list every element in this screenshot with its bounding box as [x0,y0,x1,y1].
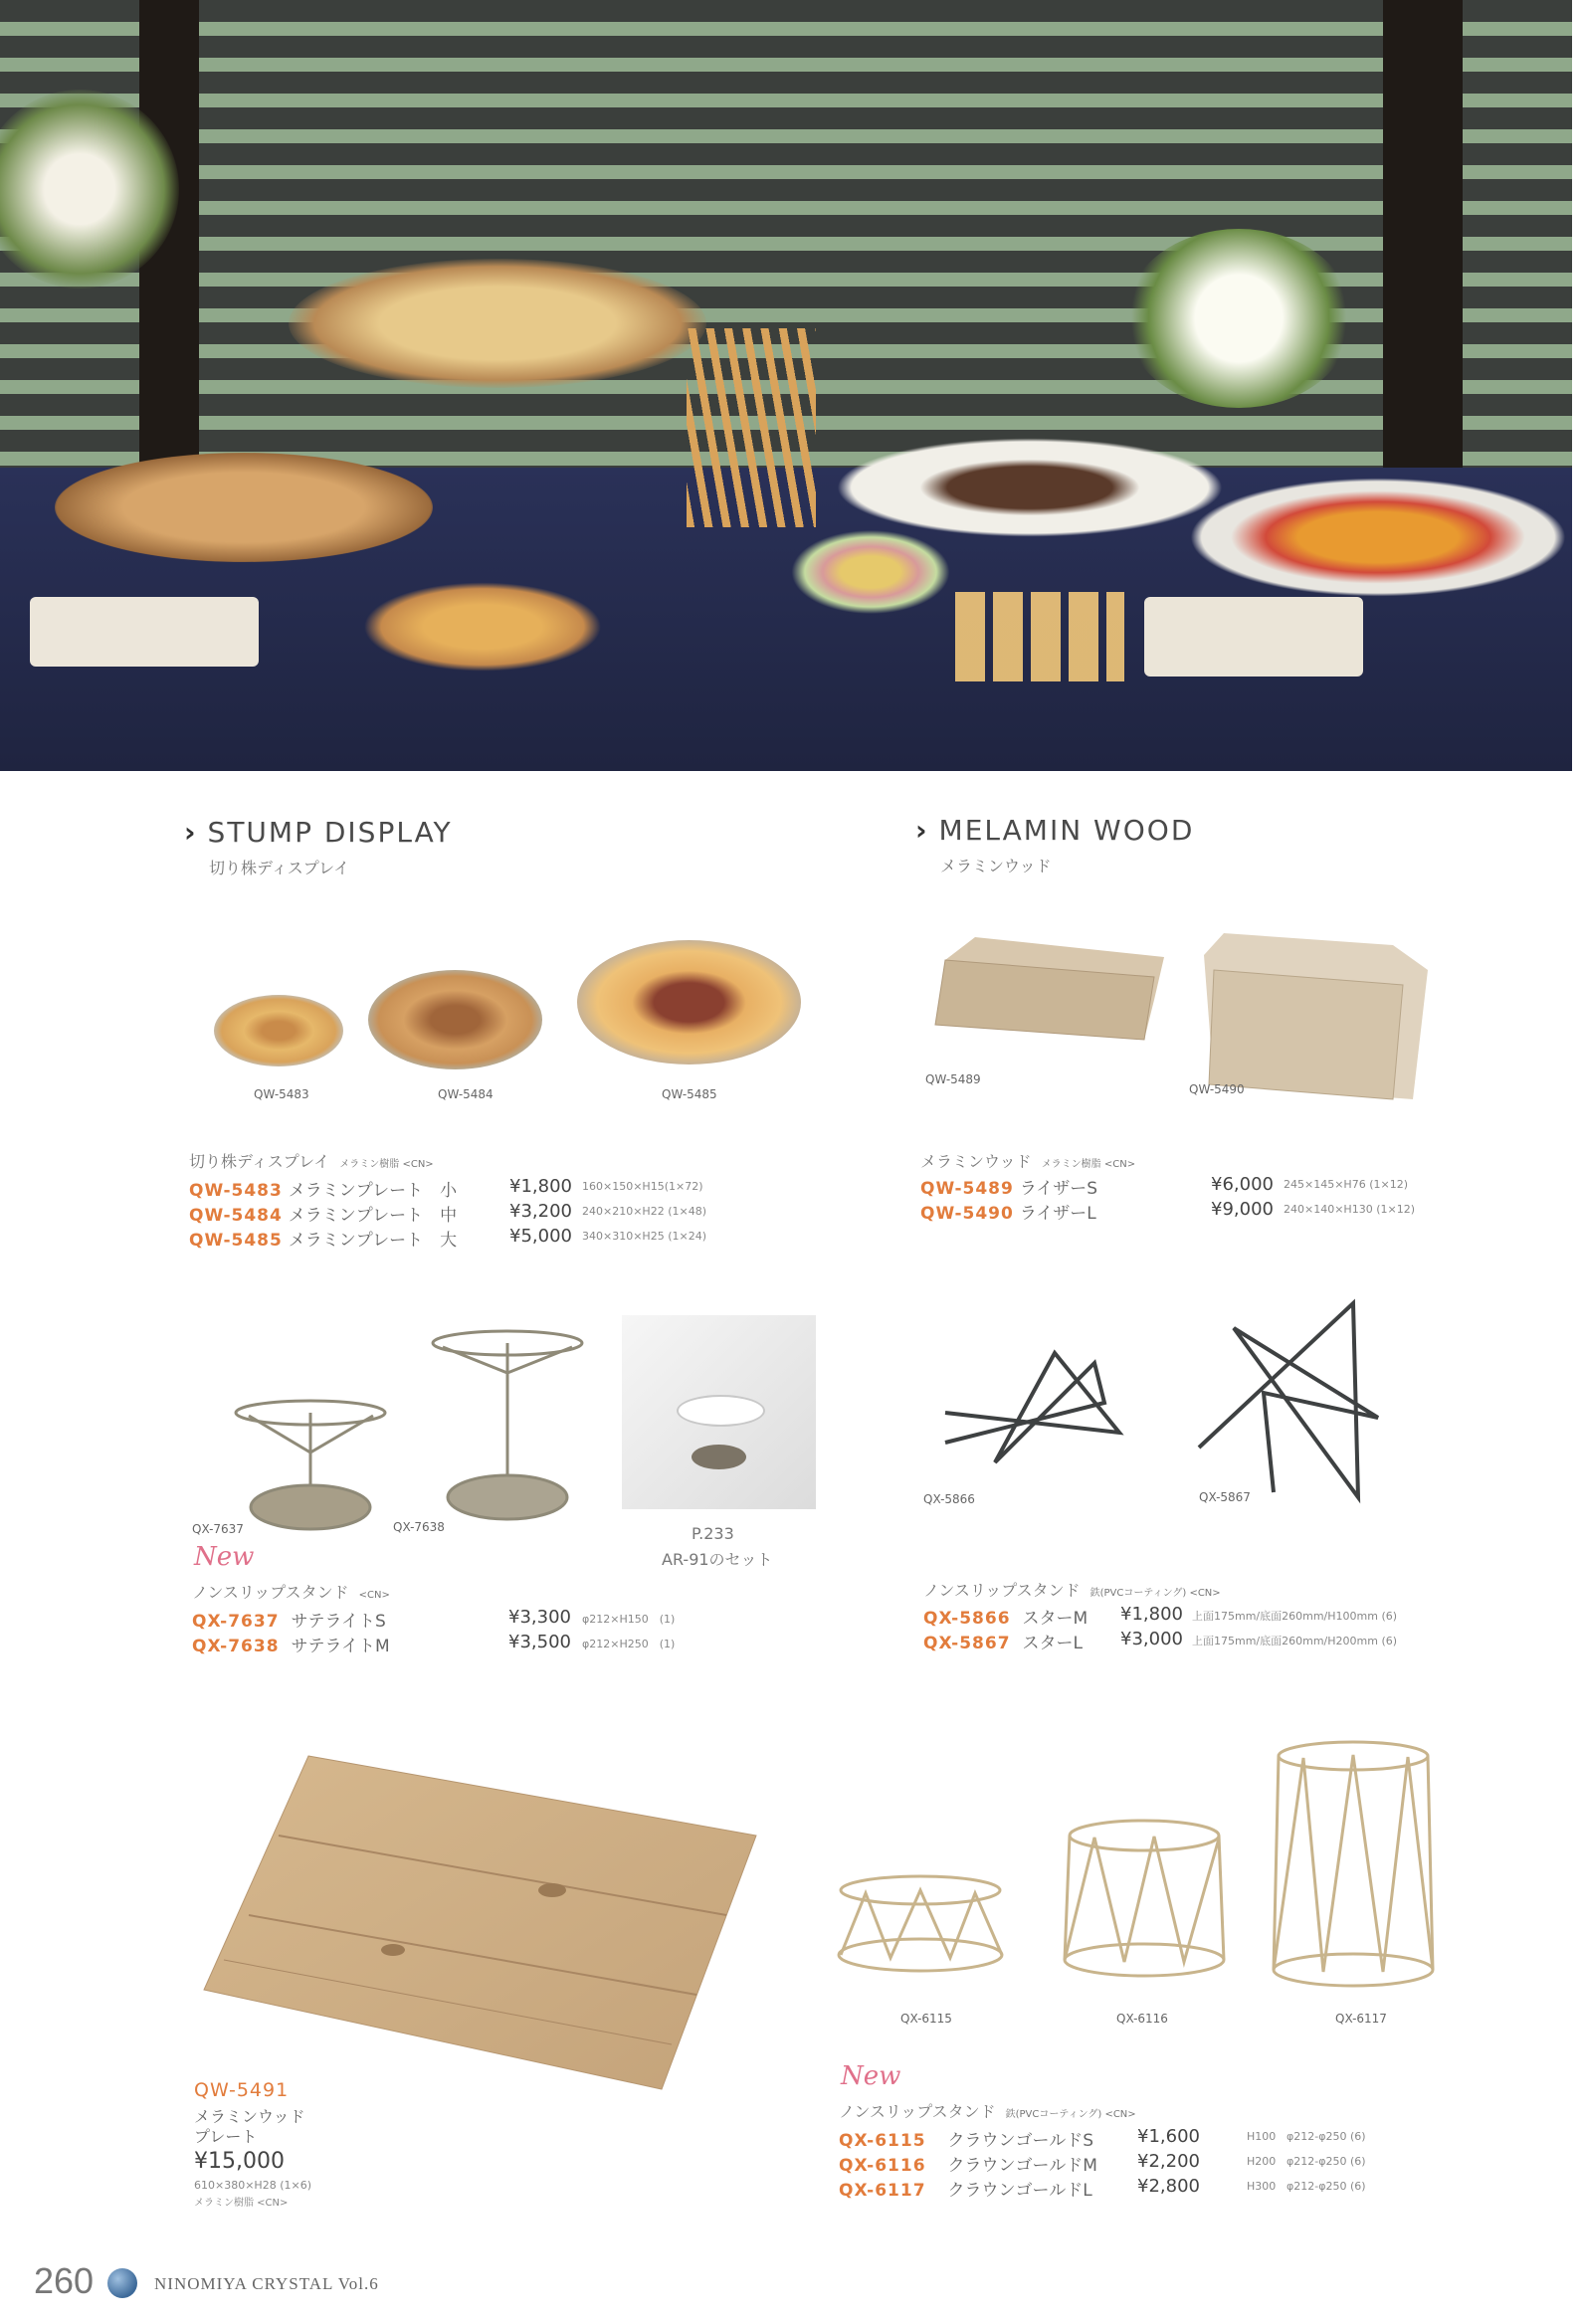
hero-photo [0,0,1572,771]
satellite-m [433,1331,582,1519]
product-label: QW-5490 [1189,1082,1245,1096]
price-row: QX-5866 スターM ¥1,800 上面175mm/底面260mm/H100mm (6) [923,1604,1398,1629]
bread-board [55,453,433,562]
price-row: QX-7637 サテライトS ¥3,300 φ212×H150 (1) [192,1607,676,1632]
crown-stand-images [826,1731,1463,2000]
reference-base [692,1445,746,1469]
product-label: QX-7637 [192,1522,244,1536]
product-label: QX-6117 [1335,2012,1387,2026]
verrines [955,592,1124,681]
product-label: QW-5484 [438,1087,494,1101]
square-plates-right [1144,597,1363,677]
satellite-category: ノンスリップスタンド <CN> [192,1583,390,1602]
plate-code: QW-5491 [194,2079,290,2101]
melamin-riser-images [925,925,1443,1104]
stump-plate-medium [368,970,542,1069]
plate-name-2: プレート [194,2127,258,2146]
product-label: QX-5866 [923,1492,975,1506]
grissini-glass [687,328,816,527]
price-row: QX-6115 クラウンゴールドS ¥1,600 H100 φ212-φ250 (6) [839,2126,1366,2151]
stump-section-title: › STUMP DISPLAY [184,816,453,849]
reference-plate [677,1395,765,1427]
riser-s [935,937,1164,1040]
window-beam [1383,0,1463,468]
melamin-category: メラミンウッド メラミン樹脂 <CN> [920,1152,1136,1171]
price-row: QW-5489 ライザーS ¥6,000 245×145×H76 (1×12) [920,1174,1408,1199]
stump-display-cakes [363,582,602,672]
brand-name: NINOMIYA CRYSTAL Vol.6 [154,2274,379,2293]
stump-category: 切り株ディスプレイ メラミン樹脂 <CN> [189,1152,434,1171]
product-label: QW-5489 [925,1072,981,1086]
crown-category: ノンスリップスタンド 鉄(PVCコーティング) <CN> [839,2102,1136,2121]
riser-l [1204,933,1428,1099]
product-label: QX-7638 [393,1520,445,1534]
globe-icon [107,2268,137,2298]
reference-page: P.233 [692,1524,734,1543]
plate-dimensions: 610×380×H28 (1×6) [194,2179,311,2192]
product-label: QX-5867 [1199,1490,1251,1504]
square-plates-left [30,597,259,667]
price-row: QX-6117 クラウンゴールドL ¥2,800 H300 φ212-φ250 (6) [839,2176,1366,2201]
ar91-reference-photo [622,1315,816,1509]
plate-name-1: メラミンウッド [194,2107,305,2126]
product-label: QX-6115 [900,2012,952,2026]
dessert-plate [836,438,1224,537]
price-row: QX-5867 スターL ¥3,000 上面175mm/底面260mm/H200mm (6) [923,1629,1398,1653]
plate-material: メラミン樹脂 <CN> [194,2198,289,2209]
star-m [945,1353,1119,1462]
product-label: QX-6116 [1116,2012,1168,2026]
price-row: QX-7638 サテライトM ¥3,500 φ212×H250 (1) [192,1632,676,1656]
product-label: QW-5483 [254,1087,309,1101]
crown-s [839,1876,1002,1971]
new-badge: New [841,2061,901,2091]
crown-l [1274,1742,1433,1986]
price-row: QX-6116 クラウンゴールドM ¥2,200 H200 φ212-φ250 (6) [839,2151,1366,2176]
satellite-s [236,1401,385,1529]
flowers-right [1124,229,1353,408]
plate-price: ¥15,000 [194,2149,285,2174]
fruit-tart-stand [1189,478,1567,597]
wood-plate-image [194,1746,771,2094]
price-row: QW-5490 ライザーL ¥9,000 240×140×H130 (1×12) [920,1199,1415,1224]
stump-plate-small [214,995,343,1066]
star-l [1199,1303,1378,1497]
reference-set: AR-91のセット [662,1550,773,1569]
star-stand-images [935,1293,1393,1512]
new-badge: New [194,1542,255,1572]
melamin-section-title: › MELAMIN WOOD [915,814,1195,847]
stump-section-subtitle: 切り株ディスプレイ [209,859,350,877]
melamin-section-subtitle: メラミンウッド [940,857,1052,875]
price-row: QW-5483 メラミンプレート 小 ¥1,800 160×150×H15(1×72) [189,1176,703,1201]
macarons [786,527,955,617]
satellite-stand-images [229,1313,587,1532]
price-row: QW-5484 メラミンプレート 中 ¥3,200 240×210×H22 (1×48) [189,1201,706,1226]
stump-plate-large [577,940,801,1065]
cheese-stand [289,259,706,388]
page-number: 260 [34,2260,95,2301]
crown-m [1065,1821,1224,1976]
star-category: ノンスリップスタンド 鉄(PVCコーティング) <CN> [923,1581,1221,1600]
price-row: QW-5485 メラミンプレート 大 ¥5,000 340×310×H25 (1×24) [189,1226,706,1251]
product-label: QW-5485 [662,1087,717,1101]
